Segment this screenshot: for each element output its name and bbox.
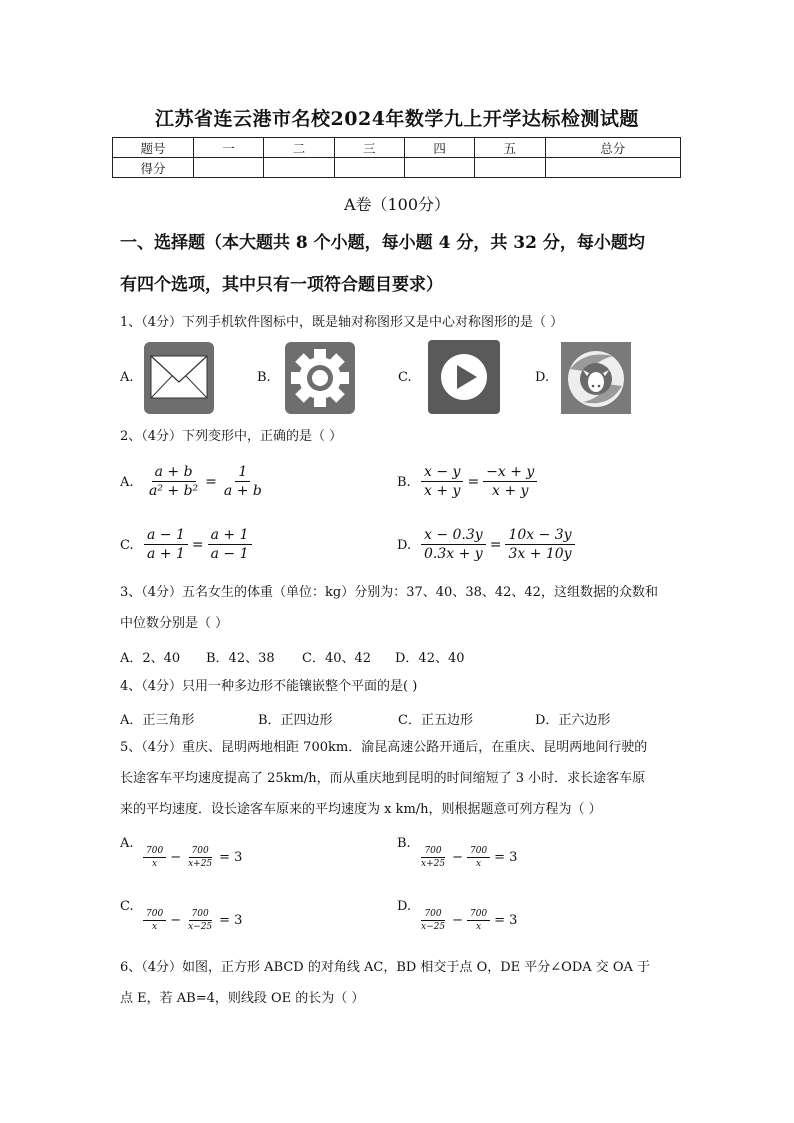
score-header-cell: 总分 <box>545 138 680 158</box>
score-header-cell: 三 <box>334 138 404 158</box>
denominator: x−25 <box>421 922 446 932</box>
equals-sign: = <box>494 850 506 865</box>
part-heading <box>120 222 680 306</box>
question-1-stem: 1、（4分）下列手机软件图标中，既是轴对称图形又是中心对称图形的是（ ） <box>120 315 564 330</box>
fraction <box>418 845 448 870</box>
numerator: 700 <box>421 908 444 921</box>
fraction <box>421 463 463 500</box>
q2-option-b-label: B. <box>397 475 411 490</box>
q2-option-a-label: A. <box>120 475 134 490</box>
q2-option-c-formula[interactable] <box>144 526 252 563</box>
q2-option-c-label: C. <box>120 538 134 553</box>
equals-sign: = <box>467 473 480 490</box>
rhs-value: 3 <box>509 850 518 865</box>
equals-sign: = <box>191 536 204 553</box>
q3-option-a[interactable]: A．2、40 <box>120 651 181 666</box>
denominator: a − 1 <box>210 546 249 562</box>
question-6-stem-line: 6、（4分）如图，正方形 ABCD 的对角线 AC，BD 相交于点 O，DE 平分∠ODA 交 OA 于 <box>120 960 651 975</box>
denominator: a + 1 <box>147 546 185 562</box>
fraction <box>421 526 486 563</box>
question-6-stem <box>120 952 680 1014</box>
numerator: 700 <box>189 908 212 921</box>
fraction <box>467 845 490 870</box>
numerator: a + b <box>152 463 196 482</box>
minus-sign: − <box>170 913 182 928</box>
part-heading-line: 有四个选项，其中只有一项符合题目要求） <box>120 275 443 295</box>
denominator: a² + b² <box>149 483 199 499</box>
score-cell[interactable] <box>404 158 474 178</box>
denominator: x <box>152 922 158 932</box>
score-cell[interactable] <box>334 158 404 178</box>
denominator: x+25 <box>188 859 213 869</box>
question-4-stem: 4、（4分）只用一种多边形不能镶嵌整个平面的是( ) <box>120 679 418 694</box>
question-5-stem <box>120 732 680 825</box>
fraction <box>418 908 448 933</box>
q2-option-d-label: D. <box>397 538 412 553</box>
rhs-value: 3 <box>234 913 243 928</box>
fraction <box>505 526 574 563</box>
score-cell[interactable] <box>545 158 680 178</box>
denominator: x <box>152 859 158 869</box>
denominator: 3x + 10y <box>508 546 572 562</box>
fraction <box>144 526 188 563</box>
q5-option-b-formula[interactable] <box>418 845 517 870</box>
numerator: −x + y <box>483 463 537 482</box>
minus-sign: − <box>452 850 463 865</box>
q1-option-d-label: D. <box>535 370 550 385</box>
score-cell[interactable] <box>475 158 545 178</box>
score-cell[interactable] <box>264 158 334 178</box>
q4-option-a[interactable]: A．正三角形 <box>120 713 195 728</box>
numerator: 700 <box>421 845 444 858</box>
denominator: x + y <box>492 483 529 499</box>
play-icon[interactable] <box>428 340 498 412</box>
fraction <box>185 845 215 870</box>
denominator: x + y <box>424 483 461 499</box>
q3-option-c[interactable]: C．40、42 <box>302 651 372 666</box>
question-3-stem-line: 3、（4分）五名女生的体重（单位：kg）分别为：37、40、38、42、42，这组数据的众数和 <box>120 585 658 600</box>
minus-sign: − <box>170 850 182 865</box>
fraction <box>143 845 166 870</box>
score-header-cell: 五 <box>475 138 545 158</box>
question-5-stem-line: 来的平均速度．设长途客车原来的平均速度为 x km/h，则根据题意可列方程为（ ） <box>120 802 602 817</box>
score-header-cell: 四 <box>404 138 474 158</box>
section-heading: A卷（100分） <box>343 195 451 214</box>
denominator: x <box>476 922 482 932</box>
q5-option-c-formula[interactable] <box>143 908 242 933</box>
q4-option-b[interactable]: B．正四边形 <box>258 713 333 728</box>
denominator: a + b <box>223 483 262 499</box>
numerator: 700 <box>143 908 166 921</box>
rhs-value: 3 <box>234 850 243 865</box>
score-cell[interactable] <box>194 158 264 178</box>
q5-option-d-formula[interactable] <box>418 908 517 933</box>
numerator: 10x − 3y <box>505 526 574 545</box>
q3-option-d[interactable]: D．42、40 <box>395 651 465 666</box>
numerator: a + 1 <box>208 526 252 545</box>
page-title: 江苏省连云港市名校2024年数学九上开学达标检测试题 <box>155 108 639 130</box>
equals-sign: = <box>219 913 231 928</box>
fraction <box>483 463 537 500</box>
q4-option-c[interactable]: C．正五边形 <box>398 713 473 728</box>
q2-option-b-formula[interactable] <box>421 463 537 500</box>
numerator: 700 <box>467 908 490 921</box>
q4-option-d[interactable]: D．正六边形 <box>535 713 611 728</box>
score-header-cell: 题号 <box>113 138 194 158</box>
numerator: x − y <box>421 463 463 482</box>
question-3-stem-line: 中位数分别是（ ） <box>120 616 229 631</box>
denominator: x+25 <box>421 859 446 869</box>
q5-option-b-label: B. <box>397 836 411 851</box>
minus-sign: − <box>452 913 463 928</box>
score-row-label: 得分 <box>113 158 194 178</box>
question-3-stem <box>120 577 680 639</box>
numerator: 700 <box>143 845 166 858</box>
numerator: x − 0.3y <box>421 526 486 545</box>
question-5-stem-line: 长途客车平均速度提高了 25km/h，而从重庆地到昆明的时间缩短了 3 小时．求长途客车原 <box>120 771 646 786</box>
fraction <box>467 908 490 933</box>
q1-option-c-label: C. <box>398 370 412 385</box>
numerator: 1 <box>235 463 250 482</box>
q5-option-d-label: D. <box>397 899 412 914</box>
q1-option-b-label: B. <box>257 370 271 385</box>
fraction <box>221 463 265 500</box>
envelope-icon[interactable] <box>144 342 214 414</box>
fraction <box>143 908 166 933</box>
q3-option-b[interactable]: B．42、38 <box>206 651 275 666</box>
score-table <box>112 137 681 178</box>
equals-sign: = <box>489 536 502 553</box>
question-6-stem-line: 点 E，若 AB=4，则线段 OE 的长为（ ） <box>120 991 365 1006</box>
rhs-value: 3 <box>509 913 518 928</box>
q2-option-d-formula[interactable] <box>421 526 575 563</box>
score-header-cell: 二 <box>264 138 334 158</box>
score-header-cell: 一 <box>194 138 264 158</box>
equals-sign: = <box>219 850 231 865</box>
fraction <box>146 463 201 500</box>
score-table-score-row <box>113 158 681 178</box>
question-2-stem: 2、（4分）下列变形中，正确的是（ ） <box>120 429 343 444</box>
denominator: 0.3x + y <box>424 546 483 562</box>
denominator: x−25 <box>188 922 213 932</box>
equals-sign: = <box>205 473 217 490</box>
equals-sign: = <box>494 913 506 928</box>
q5-option-a-label: A. <box>120 836 134 851</box>
fraction <box>185 908 215 933</box>
part-heading-line: 一、选择题（本大题共 8 个小题，每小题 4 分，共 32 分，每小题均 <box>120 233 645 253</box>
cow-logo-icon[interactable] <box>561 342 631 414</box>
numerator: a − 1 <box>144 526 188 545</box>
q5-option-a-formula[interactable] <box>143 845 242 870</box>
numerator: 700 <box>189 845 212 858</box>
question-5-stem-line: 5、（4分）重庆、昆明两地相距 700km．渝昆高速公路开通后，在重庆、昆明两地间行驶的 <box>120 740 648 755</box>
numerator: 700 <box>467 845 490 858</box>
denominator: x <box>476 859 482 869</box>
gear-icon[interactable] <box>285 342 355 414</box>
q1-option-a-label: A. <box>120 370 134 385</box>
q2-option-a-formula[interactable] <box>146 463 265 500</box>
score-table-header-row <box>113 138 681 158</box>
fraction <box>208 526 252 563</box>
q5-option-c-label: C. <box>120 899 134 914</box>
